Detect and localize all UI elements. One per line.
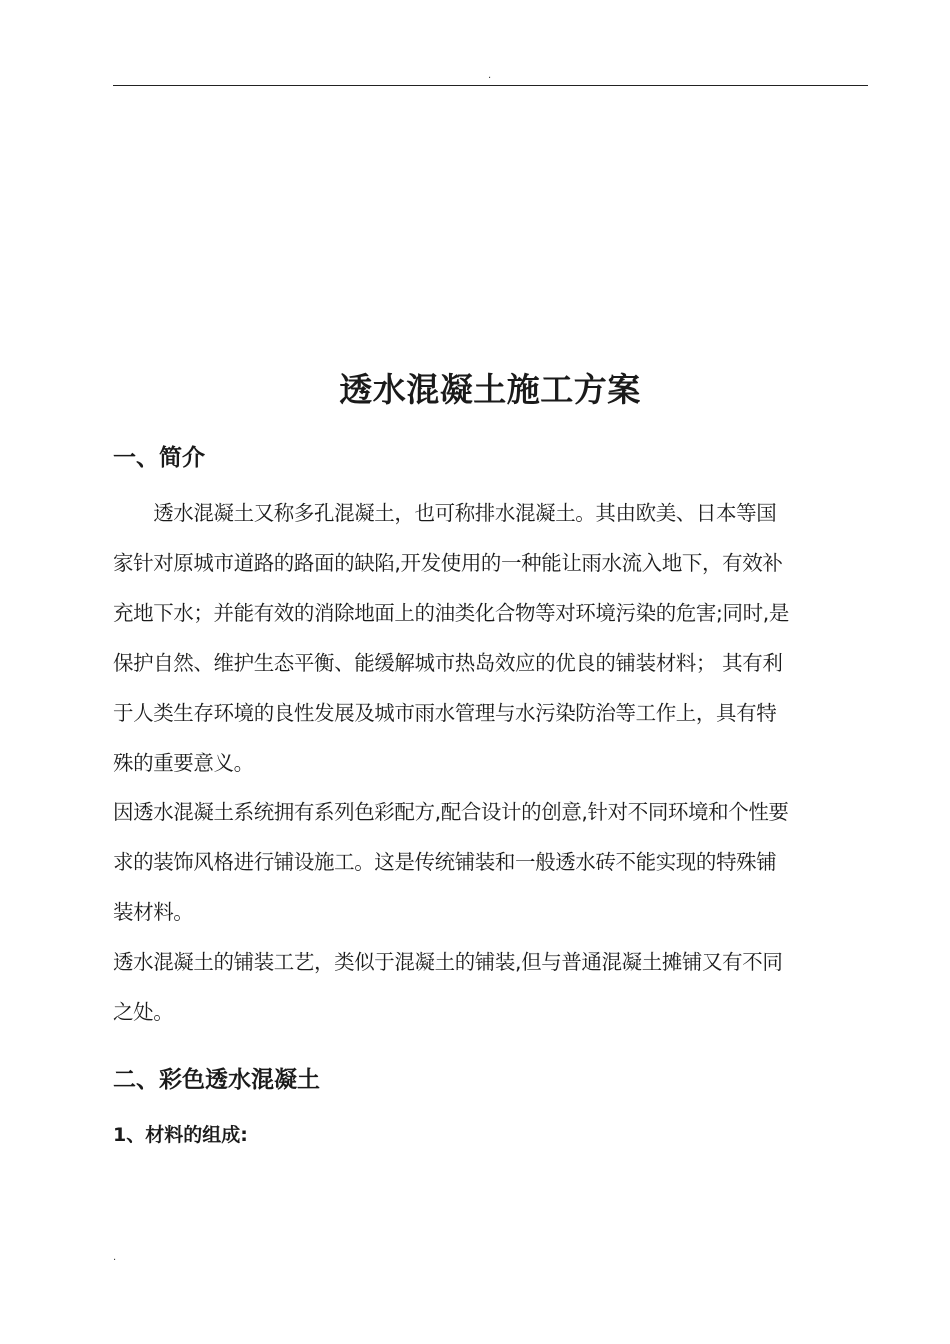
text-line: 于人类生存环境的良性发展及城市雨水管理与水污染防治等工作上，具有特 (113, 701, 777, 725)
text-line: 充地下水；并能有效的消除地面上的油类化合物等对环境污染的危害;同时,是 (113, 601, 789, 625)
section-heading-intro: 一、简介 (113, 445, 205, 471)
text-line: 保护自然、维护生态平衡、能缓解城市热岛效应的优良的铺装材料； 其有利 (113, 651, 783, 675)
footer-mark: . (113, 1252, 117, 1263)
text-line: 之处。 (113, 1000, 174, 1024)
header-rule (113, 85, 868, 86)
subsection-heading-materials: 1、材料的组成: (113, 1124, 248, 1146)
document-title: 透水混凝土施工方案 (339, 370, 641, 409)
text-line: 因透水混凝土系统拥有系列色彩配方,配合设计的创意,针对不同环境和个性要 (113, 800, 789, 824)
text-line: 殊的重要意义。 (113, 751, 254, 775)
text-line: 家针对原城市道路的路面的缺陷,开发使用的一种能让雨水流入地下，有效补 (113, 551, 783, 575)
header-mark: . (488, 70, 492, 81)
text-line: 求的装饰风格进行铺设施工。这是传统铺装和一般透水砖不能实现的特殊铺 (113, 850, 777, 874)
section-heading-colored-concrete: 二、彩色透水混凝土 (113, 1067, 320, 1093)
intro-paragraph-1 (113, 488, 868, 788)
text-line: 装材料。 (113, 900, 194, 924)
intro-paragraph-3 (113, 937, 868, 1037)
text-line: 透水混凝土又称多孔混凝土，也可称排水混凝土。其由欧美、日本等国 (113, 501, 777, 525)
intro-paragraph-2 (113, 787, 868, 937)
text-line: 透水混凝土的铺装工艺，类似于混凝土的铺装,但与普通混凝土摊铺又有不同 (113, 950, 783, 974)
